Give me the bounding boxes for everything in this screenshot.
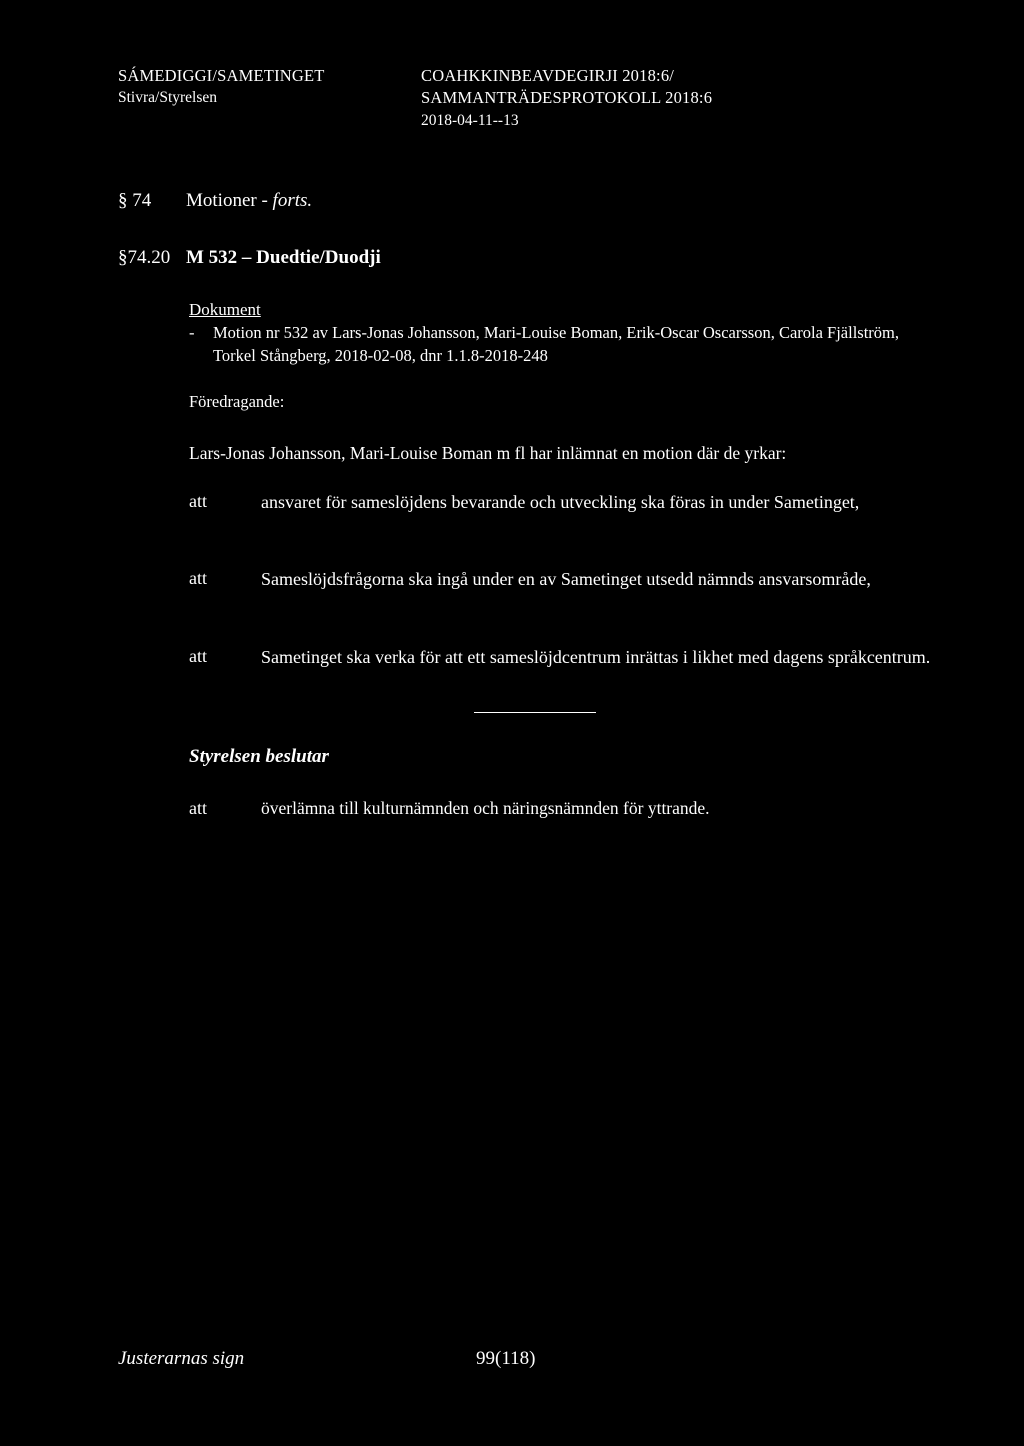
decision-text: överlämna till kulturnämnden och näringsnämnden för yttrande.: [261, 798, 710, 818]
dokument-label: Dokument: [189, 300, 261, 319]
dokument-text: Motion nr 532 av Lars-Jonas Johansson, Mari-Louise Boman, Erik-Oscar Oscarsson, Carola Fjällström, Torkel Stångberg, 2018-02-08, dnr 1.1.8-2018-248: [213, 323, 900, 365]
section-number: 74: [132, 190, 152, 211]
section-title: [186, 190, 312, 212]
footer-sign-label: Justerarnas sign: [118, 1348, 245, 1369]
section-divider: [474, 712, 596, 713]
section-title-main: Motioner -: [186, 190, 273, 211]
intro-text: Lars-Jonas Johansson, Mari-Louise Boman m fl har inlämnat en motion där de yrkar:: [189, 443, 787, 463]
clause-2-text: Sameslöjdsfrågorna ska ingå under en av Sametinget utsedd nämnds ansvarsområde,: [261, 569, 871, 589]
org-name: SÁMEDIGGI/SAMETINGET: [118, 66, 325, 85]
section-title-suffix: forts.: [272, 190, 313, 211]
clause-3-att: att: [189, 646, 207, 666]
page-number: 99(118): [476, 1348, 536, 1369]
meeting-dates: 2018-04-11--13: [421, 112, 519, 129]
subsection-heading: [118, 247, 170, 269]
protocol-title-swedish: SAMMANTRÄDESPROTOKOLL 2018:6: [421, 88, 713, 107]
section-symbol: §: [118, 190, 128, 211]
subsection-title: M 532 – Duedtie/Duodji: [186, 247, 381, 268]
org-unit: Stivra/Styrelsen: [118, 89, 218, 106]
subsection-symbol: §: [118, 247, 128, 268]
subsection-number: 74.20: [127, 247, 171, 268]
clause-1-text: ansvaret för sameslöjdens bevarande och utveckling ska föras in under Sametinget,: [261, 492, 860, 512]
clause-2-att: att: [189, 568, 207, 588]
foredragande-label: Föredragande:: [189, 392, 285, 411]
clause-1-att: att: [189, 491, 207, 511]
protocol-title-sami: COAHKKINBEAVDEGIRJI 2018:6/: [421, 66, 675, 85]
clause-3-text: Sametinget ska verka för att ett sameslöjdcentrum inrättas i likhet med dagens språkcentrum.: [261, 647, 931, 667]
section-heading: [118, 190, 151, 212]
dokument-bullet: -: [189, 323, 195, 342]
decision-heading: Styrelsen beslutar: [189, 746, 329, 767]
decision-att: att: [189, 798, 207, 818]
